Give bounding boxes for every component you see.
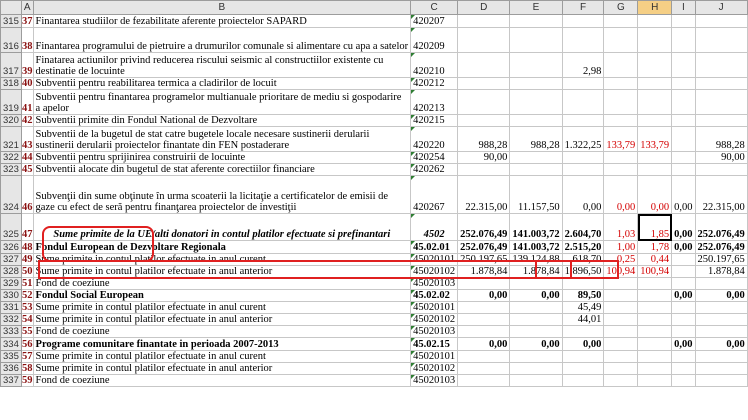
value-cell-h[interactable]: 133,79: [638, 127, 672, 152]
description-cell[interactable]: Sume primite in contul platilor efectuate in anul curent: [33, 302, 411, 314]
budget-code-cell[interactable]: 45020102: [411, 363, 458, 375]
description-cell[interactable]: Sume primite in contul platilor efectuate in anul curent: [33, 254, 411, 266]
row-number-cell[interactable]: 49: [21, 254, 33, 265]
value-cell-e[interactable]: 11.157,50: [510, 176, 562, 214]
value-cell-g[interactable]: [604, 351, 638, 363]
value-cell-i[interactable]: [672, 90, 695, 115]
value-cell-g[interactable]: [604, 90, 638, 115]
value-cell-j[interactable]: [695, 375, 747, 387]
table-row: [1, 214, 748, 241]
value-cell-g[interactable]: [604, 302, 638, 314]
row-header[interactable]: 325: [1, 214, 22, 241]
value-cell-f[interactable]: [562, 152, 604, 164]
row-header[interactable]: 317: [1, 53, 22, 78]
value-cell-f[interactable]: [562, 278, 604, 290]
value-cell-i[interactable]: [672, 326, 695, 338]
value-cell-j[interactable]: [695, 363, 747, 375]
value-cell-d[interactable]: 988,28: [458, 127, 510, 152]
row-header[interactable]: 318: [1, 78, 22, 90]
value-cell-f[interactable]: [562, 164, 604, 176]
row-header[interactable]: 315: [1, 15, 22, 28]
value-cell-d[interactable]: 22.315,00: [458, 176, 510, 214]
value-cell-f[interactable]: 1.896,50: [562, 266, 604, 278]
description-cell[interactable]: Sume primite in contul platilor efectuate in anul anterior: [33, 314, 411, 326]
value-cell-e[interactable]: [510, 90, 562, 115]
value-cell-e[interactable]: [510, 78, 562, 90]
row-header[interactable]: 322: [1, 152, 22, 164]
value-cell-j[interactable]: 1.878,84: [695, 266, 747, 278]
table-row: [1, 15, 748, 28]
value-cell-d[interactable]: [458, 351, 510, 363]
table-row: [1, 28, 748, 53]
table-row: [1, 254, 748, 266]
value-cell-g[interactable]: [604, 338, 638, 351]
budget-code-cell[interactable]: 45020101: [411, 254, 458, 266]
budget-code-cell[interactable]: 420220: [411, 127, 458, 152]
column-header-c[interactable]: C: [411, 1, 458, 15]
row-number-cell[interactable]: 39: [21, 53, 33, 78]
value-cell-h[interactable]: [638, 290, 672, 302]
budget-code-cell[interactable]: 45.02.01: [411, 241, 458, 254]
table-row: [1, 278, 748, 290]
value-cell-h[interactable]: 1,85: [638, 214, 672, 241]
value-cell-d[interactable]: 250.197,65: [458, 254, 510, 266]
table-row: [1, 326, 748, 338]
value-cell-e[interactable]: [510, 375, 562, 387]
value-cell-f[interactable]: 2,98: [562, 53, 604, 78]
value-cell-j[interactable]: 0,00: [695, 338, 747, 351]
value-cell-h[interactable]: [638, 90, 672, 115]
value-cell-f[interactable]: [562, 28, 604, 53]
description-cell[interactable]: Programe comunitare finantate in perioada 2007-2013: [33, 338, 411, 351]
value-cell-g[interactable]: 0,00: [604, 176, 638, 214]
value-cell-h[interactable]: [638, 15, 672, 28]
value-cell-e[interactable]: 0,00: [510, 290, 562, 302]
value-cell-e[interactable]: [510, 28, 562, 53]
budget-code-cell[interactable]: 420212: [411, 78, 458, 90]
value-cell-d[interactable]: [458, 302, 510, 314]
description-cell[interactable]: Subventii de la bugetul de stat catre bugetele locale necesare sustinerii derularii sustinerii derularii proiectelor finantate din FEN postaderare: [33, 127, 411, 152]
value-cell-e[interactable]: 1.878,84: [510, 266, 562, 278]
row-header[interactable]: 328: [1, 266, 22, 278]
value-cell-h[interactable]: 0,00: [638, 176, 672, 214]
description-cell[interactable]: Fondul Social European: [33, 290, 411, 302]
value-cell-g[interactable]: [604, 164, 638, 176]
description-cell[interactable]: Subventii primite din Fondul National de Dezvoltare: [33, 115, 411, 127]
value-cell-d[interactable]: [458, 363, 510, 375]
value-cell-h[interactable]: [638, 78, 672, 90]
value-cell-i[interactable]: [672, 375, 695, 387]
budget-code-cell[interactable]: 45.02.15: [411, 338, 458, 351]
budget-code-cell[interactable]: 420207: [411, 15, 458, 28]
column-header-g[interactable]: G: [604, 1, 638, 15]
value-cell-i[interactable]: [672, 302, 695, 314]
value-cell-h[interactable]: [638, 53, 672, 78]
row-number-cell[interactable]: 57: [21, 351, 33, 362]
value-cell-g[interactable]: [604, 152, 638, 164]
value-cell-d[interactable]: [458, 78, 510, 90]
value-cell-d[interactable]: [458, 28, 510, 53]
value-cell-g[interactable]: [604, 78, 638, 90]
budget-code-cell[interactable]: 420209: [411, 28, 458, 53]
value-cell-f[interactable]: 44,01: [562, 314, 604, 326]
table-row: [1, 338, 748, 351]
value-cell-d[interactable]: 252.076,49: [458, 214, 510, 241]
description-cell[interactable]: Sume primite in contul platilor efectuate in anul anterior: [33, 363, 411, 375]
column-header-d[interactable]: D: [458, 1, 510, 15]
row-number-cell[interactable]: 38: [21, 28, 33, 53]
description-cell[interactable]: Fond de coeziune: [33, 375, 411, 387]
value-cell-h[interactable]: 100,94: [638, 266, 672, 278]
value-cell-j[interactable]: 252.076,49: [695, 241, 747, 254]
value-cell-e[interactable]: [510, 15, 562, 28]
value-cell-d[interactable]: [458, 164, 510, 176]
budget-code-cell[interactable]: 45020103: [411, 326, 458, 338]
row-header[interactable]: 335: [1, 351, 22, 363]
row-header[interactable]: 324: [1, 176, 22, 214]
value-cell-e[interactable]: 141.003,72: [510, 241, 562, 254]
value-cell-i[interactable]: 0,00: [672, 338, 695, 351]
table-row: [1, 127, 748, 152]
value-cell-i[interactable]: [672, 152, 695, 164]
value-cell-j[interactable]: [695, 351, 747, 363]
column-header-e[interactable]: E: [510, 1, 562, 15]
value-cell-e[interactable]: [510, 363, 562, 375]
value-cell-d[interactable]: [458, 278, 510, 290]
budget-code-cell[interactable]: 45020102: [411, 314, 458, 326]
column-header-j[interactable]: J: [695, 1, 747, 15]
row-number-cell[interactable]: 56: [21, 339, 33, 350]
row-header[interactable]: 332: [1, 314, 22, 326]
value-cell-i[interactable]: [672, 115, 695, 127]
value-cell-j[interactable]: [695, 90, 747, 115]
description-cell[interactable]: Fond de coeziune: [33, 326, 411, 338]
description-cell[interactable]: Subventii pentru sprijinirea construirii de locuinte: [33, 152, 411, 164]
value-cell-f[interactable]: 2.604,70: [562, 214, 604, 241]
value-cell-d[interactable]: 252.076,49: [458, 241, 510, 254]
table-row: [1, 375, 748, 387]
row-header[interactable]: 334: [1, 338, 22, 351]
row-header[interactable]: 323: [1, 164, 22, 176]
value-cell-g[interactable]: [604, 314, 638, 326]
value-cell-f[interactable]: 0,00: [562, 338, 604, 351]
value-cell-g[interactable]: 1,00: [604, 241, 638, 254]
value-cell-f[interactable]: 0,00: [562, 176, 604, 214]
value-cell-i[interactable]: [672, 53, 695, 78]
budget-code-cell[interactable]: 420262: [411, 164, 458, 176]
budget-code-cell[interactable]: 45020101: [411, 351, 458, 363]
row-number-cell[interactable]: 47: [21, 214, 33, 241]
row-number-cell[interactable]: 42: [21, 115, 33, 126]
budget-code-cell[interactable]: 4502: [411, 214, 458, 241]
row-number-cell[interactable]: 51: [21, 278, 33, 289]
table-row: [1, 241, 748, 254]
value-cell-e[interactable]: [510, 152, 562, 164]
value-cell-j[interactable]: 252.076,49: [695, 214, 747, 241]
description-cell[interactable]: Finatarea actiunilor privind reducerea riscului seismic al constructiilor existente cu destinatie de locuinte: [33, 53, 411, 78]
value-cell-g[interactable]: [604, 290, 638, 302]
value-cell-h[interactable]: [638, 115, 672, 127]
value-cell-i[interactable]: [672, 266, 695, 278]
description-cell[interactable]: Fondul European de Dezvoltare Regionala: [33, 241, 411, 254]
budget-code-cell[interactable]: 45020103: [411, 278, 458, 290]
description-cell[interactable]: Subvenţii din sume obţinute în urma scoaterii la licitaţie a certificatelor de emisii de gaze cu efect de seră pentru finanţarea proiectelor de investiţii: [33, 176, 411, 214]
budget-code-cell[interactable]: 420210: [411, 53, 458, 78]
value-cell-e[interactable]: 988,28: [510, 127, 562, 152]
value-cell-i[interactable]: [672, 278, 695, 290]
value-cell-d[interactable]: 0,00: [458, 338, 510, 351]
column-header-i[interactable]: I: [672, 1, 695, 15]
value-cell-g[interactable]: [604, 326, 638, 338]
value-cell-e[interactable]: 139.124,88: [510, 254, 562, 266]
row-number-cell[interactable]: 59: [21, 375, 33, 386]
value-cell-e[interactable]: [510, 278, 562, 290]
value-cell-d[interactable]: [458, 15, 510, 28]
description-cell[interactable]: Sume primite in contul platilor efectuate in anul anterior: [33, 266, 411, 278]
description-cell[interactable]: Fond de coeziune: [33, 278, 411, 290]
value-cell-d[interactable]: [458, 90, 510, 115]
budget-code-cell[interactable]: 420254: [411, 152, 458, 164]
value-cell-g[interactable]: [604, 115, 638, 127]
budget-code-cell[interactable]: 420215: [411, 115, 458, 127]
value-cell-j[interactable]: [695, 78, 747, 90]
row-number-cell[interactable]: 37: [21, 16, 33, 27]
row-number-cell[interactable]: 55: [21, 326, 33, 337]
value-cell-i[interactable]: 0,00: [672, 241, 695, 254]
value-cell-g[interactable]: [604, 278, 638, 290]
row-header[interactable]: 331: [1, 302, 22, 314]
description-cell[interactable]: Sume primite in contul platilor efectuate in anul curent: [33, 351, 411, 363]
row-number-cell[interactable]: 48: [21, 242, 33, 253]
table-row: [1, 176, 748, 214]
value-cell-e[interactable]: [510, 53, 562, 78]
select-all-corner[interactable]: [1, 1, 22, 15]
description-cell[interactable]: Subventii alocate din bugetul de stat aferente corectiilor financiare: [33, 164, 411, 176]
value-cell-j[interactable]: [695, 326, 747, 338]
table-row: [1, 363, 748, 375]
budget-code-cell[interactable]: 420267: [411, 176, 458, 214]
value-cell-g[interactable]: 1,03: [604, 214, 638, 241]
value-cell-f[interactable]: [562, 90, 604, 115]
value-cell-f[interactable]: 1.322,25: [562, 127, 604, 152]
value-cell-i[interactable]: 0,00: [672, 290, 695, 302]
row-header[interactable]: 316: [1, 28, 22, 53]
value-cell-h[interactable]: [638, 164, 672, 176]
description-cell[interactable]: Finantarea programului de pietruire a drumurilor comunale si alimentare cu apa a satelor: [33, 28, 411, 53]
row-header[interactable]: 327: [1, 254, 22, 266]
value-cell-e[interactable]: [510, 314, 562, 326]
value-cell-f[interactable]: [562, 375, 604, 387]
budget-code-cell[interactable]: 420213: [411, 90, 458, 115]
value-cell-d[interactable]: [458, 115, 510, 127]
value-cell-d[interactable]: [458, 53, 510, 78]
value-cell-j[interactable]: 22.315,00: [695, 176, 747, 214]
value-cell-g[interactable]: [604, 15, 638, 28]
column-header-b[interactable]: B: [33, 1, 411, 15]
row-header[interactable]: 333: [1, 326, 22, 338]
value-cell-j[interactable]: [695, 28, 747, 53]
budget-code-cell[interactable]: 45020103: [411, 375, 458, 387]
row-number-cell[interactable]: 50: [21, 266, 33, 277]
budget-code-cell[interactable]: 45020102: [411, 266, 458, 278]
table-row: [1, 53, 748, 78]
value-cell-f[interactable]: [562, 326, 604, 338]
value-cell-e[interactable]: [510, 164, 562, 176]
value-cell-h[interactable]: [638, 302, 672, 314]
row-header[interactable]: 326: [1, 241, 22, 254]
value-cell-i[interactable]: [672, 15, 695, 28]
row-number-cell[interactable]: 52: [21, 290, 33, 301]
value-cell-i[interactable]: [672, 164, 695, 176]
value-cell-h[interactable]: [638, 338, 672, 351]
value-cell-d[interactable]: 90,00: [458, 152, 510, 164]
value-cell-j[interactable]: [695, 302, 747, 314]
value-cell-h[interactable]: [638, 28, 672, 53]
column-header-f[interactable]: F: [562, 1, 604, 15]
row-number-cell[interactable]: 43: [21, 127, 33, 152]
row-header[interactable]: 330: [1, 290, 22, 302]
description-cell[interactable]: Subventii pentru finantarea programelor multianuale prioritare de mediu si gospodarire a apelor: [33, 90, 411, 115]
value-cell-j[interactable]: [695, 53, 747, 78]
row-header[interactable]: 321: [1, 127, 22, 152]
value-cell-h[interactable]: [638, 314, 672, 326]
column-header-a[interactable]: A: [21, 1, 33, 15]
table-row: [1, 290, 748, 302]
value-cell-f[interactable]: [562, 351, 604, 363]
value-cell-i[interactable]: [672, 351, 695, 363]
value-cell-f[interactable]: 618,70: [562, 254, 604, 266]
value-cell-g[interactable]: 0,25: [604, 254, 638, 266]
row-header[interactable]: 320: [1, 115, 22, 127]
value-cell-j[interactable]: 250.197,65: [695, 254, 747, 266]
value-cell-f[interactable]: 2.515,20: [562, 241, 604, 254]
row-number-cell[interactable]: 41: [21, 90, 33, 115]
table-row: [1, 266, 748, 278]
value-cell-f[interactable]: [562, 78, 604, 90]
value-cell-i[interactable]: [672, 254, 695, 266]
row-number-cell[interactable]: 44: [21, 152, 33, 163]
value-cell-j[interactable]: 90,00: [695, 152, 747, 164]
table-row: [1, 115, 748, 127]
value-cell-h[interactable]: [638, 351, 672, 363]
description-cell[interactable]: Finantarea studiilor de fezabilitate aferente proiectelor SAPARD: [33, 15, 411, 28]
value-cell-i[interactable]: [672, 78, 695, 90]
value-cell-e[interactable]: [510, 351, 562, 363]
value-cell-e[interactable]: 141.003,72: [510, 214, 562, 241]
row-number-cell[interactable]: 46: [21, 176, 33, 214]
value-cell-e[interactable]: 0,00: [510, 338, 562, 351]
value-cell-d[interactable]: [458, 314, 510, 326]
budget-code-cell[interactable]: 45.02.02: [411, 290, 458, 302]
value-cell-g[interactable]: [604, 363, 638, 375]
value-cell-g[interactable]: [604, 375, 638, 387]
value-cell-h[interactable]: 1,78: [638, 241, 672, 254]
row-header[interactable]: 336: [1, 363, 22, 375]
value-cell-j[interactable]: [695, 15, 747, 28]
value-cell-h[interactable]: 0,44: [638, 254, 672, 266]
description-cell[interactable]: Subventii pentru reabilitarea termica a cladirilor de locuit: [33, 78, 411, 90]
table-row: [1, 78, 748, 90]
value-cell-g[interactable]: [604, 53, 638, 78]
row-number-cell[interactable]: 58: [21, 363, 33, 374]
row-number-cell[interactable]: 54: [21, 314, 33, 325]
value-cell-i[interactable]: [672, 363, 695, 375]
value-cell-h[interactable]: [638, 326, 672, 338]
table-row: [1, 314, 748, 326]
value-cell-g[interactable]: [604, 28, 638, 53]
value-cell-h[interactable]: [638, 363, 672, 375]
table-row: [1, 302, 748, 314]
value-cell-d[interactable]: [458, 326, 510, 338]
value-cell-d[interactable]: [458, 375, 510, 387]
value-cell-j[interactable]: 988,28: [695, 127, 747, 152]
value-cell-f[interactable]: 45,49: [562, 302, 604, 314]
value-cell-f[interactable]: [562, 363, 604, 375]
value-cell-j[interactable]: [695, 115, 747, 127]
budget-code-cell[interactable]: 45020101: [411, 302, 458, 314]
table-row: [1, 152, 748, 164]
value-cell-h[interactable]: [638, 375, 672, 387]
table-row: [1, 90, 748, 115]
row-header[interactable]: 337: [1, 375, 22, 387]
value-cell-i[interactable]: 0,00: [672, 176, 695, 214]
row-number-cell[interactable]: 40: [21, 78, 33, 89]
row-number-cell[interactable]: 53: [21, 302, 33, 313]
value-cell-i[interactable]: [672, 314, 695, 326]
value-cell-f[interactable]: 89,50: [562, 290, 604, 302]
value-cell-d[interactable]: 1.878,84: [458, 266, 510, 278]
value-cell-j[interactable]: 0,00: [695, 290, 747, 302]
value-cell-d[interactable]: 0,00: [458, 290, 510, 302]
value-cell-i[interactable]: 0,00: [672, 214, 695, 241]
column-header-h[interactable]: H: [638, 1, 672, 15]
value-cell-e[interactable]: [510, 326, 562, 338]
value-cell-e[interactable]: [510, 115, 562, 127]
row-header[interactable]: 329: [1, 278, 22, 290]
row-header[interactable]: 319: [1, 90, 22, 115]
value-cell-g[interactable]: 133,79: [604, 127, 638, 152]
description-cell[interactable]: Sume primite de la UE/alti donatori in contul platilor efectuate si prefinantari: [33, 214, 411, 241]
value-cell-h[interactable]: [638, 152, 672, 164]
value-cell-i[interactable]: [672, 127, 695, 152]
row-number-cell[interactable]: 45: [21, 164, 33, 175]
table-row: [1, 164, 748, 176]
value-cell-j[interactable]: [695, 164, 747, 176]
table-row: [1, 351, 748, 363]
value-cell-j[interactable]: [695, 314, 747, 326]
value-cell-g[interactable]: 100,94: [604, 266, 638, 278]
value-cell-h[interactable]: [638, 278, 672, 290]
value-cell-j[interactable]: [695, 278, 747, 290]
value-cell-f[interactable]: [562, 15, 604, 28]
value-cell-f[interactable]: [562, 115, 604, 127]
value-cell-e[interactable]: [510, 302, 562, 314]
value-cell-i[interactable]: [672, 28, 695, 53]
